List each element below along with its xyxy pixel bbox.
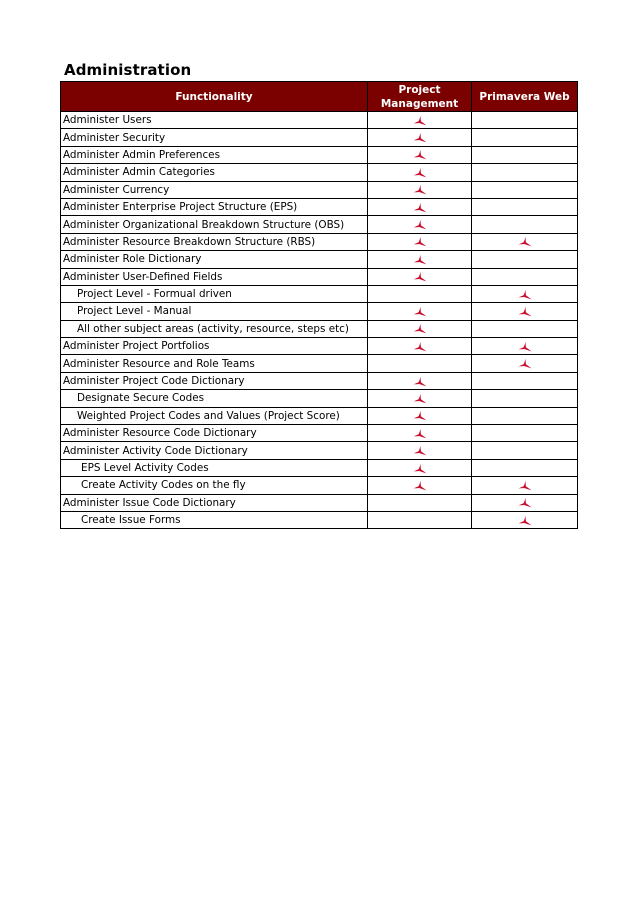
functionality-cell: Administer Issue Code Dictionary [61,494,368,511]
checkmark-icon [412,149,428,160]
table-row [61,112,578,129]
functionality-cell: Administer Admin Preferences [61,146,368,163]
project-management-cell [368,164,472,181]
functionality-cell: Administer Project Code Dictionary [61,372,368,389]
primavera-web-cell [472,303,578,320]
checkmark-icon [517,358,533,369]
table-row [61,251,578,268]
primavera-web-cell [472,181,578,198]
functionality-cell: Weighted Project Codes and Values (Project Score) [61,407,368,424]
table-row [61,268,578,285]
checkmark-icon [412,376,428,387]
checkmark-icon [412,480,428,491]
project-management-cell [368,268,472,285]
checkmark-icon [412,115,428,126]
primavera-web-header: Primavera Web [472,82,578,112]
table-row [61,146,578,163]
primavera-web-cell [472,372,578,389]
project-management-cell [368,459,472,476]
functionality-cell: Project Level - Manual [61,303,368,320]
primavera-web-cell [472,268,578,285]
project-management-cell [368,494,472,511]
checkmark-icon [412,410,428,421]
primavera-web-cell [472,112,578,129]
project-management-cell [368,181,472,198]
functionality-cell: Administer Enterprise Project Structure (EPS) [61,198,368,215]
checkmark-icon [517,341,533,352]
table-row [61,181,578,198]
table-row [61,390,578,407]
project-management-cell [368,477,472,494]
project-management-cell [368,146,472,163]
header-row [61,82,578,112]
project-management-header-line2: Management [380,97,459,110]
project-management-cell [368,442,472,459]
primavera-web-cell [472,355,578,372]
project-management-cell [368,425,472,442]
checkmark-icon [412,219,428,230]
project-management-cell [368,251,472,268]
primavera-web-cell [472,129,578,146]
checkmark-icon [517,289,533,300]
primavera-web-cell [472,511,578,528]
primavera-web-cell [472,146,578,163]
functionality-cell: Administer Users [61,112,368,129]
table-row [61,355,578,372]
primavera-web-cell [472,407,578,424]
functionality-cell: EPS Level Activity Codes [61,459,368,476]
functionality-cell: Administer Security [61,129,368,146]
functionality-cell: Administer Role Dictionary [61,251,368,268]
primavera-web-cell [472,442,578,459]
primavera-web-cell [472,164,578,181]
project-management-cell [368,511,472,528]
checkmark-icon [412,184,428,195]
functionality-cell: Create Activity Codes on the fly [61,477,368,494]
functionality-header: Functionality [61,82,368,112]
table-row [61,303,578,320]
functionality-cell: Administer Resource Breakdown Structure (RBS) [61,233,368,250]
primavera-web-cell [472,233,578,250]
checkmark-icon [412,132,428,143]
project-management-cell [368,407,472,424]
functionality-cell: Administer Currency [61,181,368,198]
checkmark-icon [412,445,428,456]
page-title: Administration [64,61,192,79]
table-row [61,164,578,181]
table-row [61,459,578,476]
primavera-web-cell [472,459,578,476]
table-row [61,372,578,389]
checkmark-icon [412,323,428,334]
table-row [61,442,578,459]
project-management-cell [368,372,472,389]
table-row [61,233,578,250]
primavera-web-cell [472,390,578,407]
checkmark-icon [412,271,428,282]
checkmark-icon [412,236,428,247]
checkmark-icon [412,254,428,265]
functionality-cell: Administer Project Portfolios [61,338,368,355]
primavera-web-cell [472,494,578,511]
table-row [61,477,578,494]
table-row [61,320,578,337]
primavera-web-cell [472,285,578,302]
checkmark-icon [517,480,533,491]
project-management-cell [368,233,472,250]
project-management-header [368,82,472,112]
table-row [61,198,578,215]
checkmark-icon [412,341,428,352]
primavera-web-cell [472,198,578,215]
matrix-body [61,112,578,529]
project-management-cell [368,338,472,355]
table-row [61,338,578,355]
checkmark-icon [412,393,428,404]
table-row [61,425,578,442]
functionality-cell: Administer Resource Code Dictionary [61,425,368,442]
table-row [61,129,578,146]
checkmark-icon [517,497,533,508]
checkmark-icon [517,306,533,317]
project-management-cell [368,198,472,215]
functionality-cell: Administer Organizational Breakdown Structure (OBS) [61,216,368,233]
table-row [61,494,578,511]
feature-matrix-table [60,81,578,529]
checkmark-icon [412,167,428,178]
primavera-web-cell [472,425,578,442]
primavera-web-cell [472,338,578,355]
functionality-cell: Administer Admin Categories [61,164,368,181]
primavera-web-cell [472,477,578,494]
project-management-header-line1: Project [398,83,441,96]
functionality-cell: Administer User-Defined Fields [61,268,368,285]
project-management-cell [368,285,472,302]
functionality-cell: Administer Activity Code Dictionary [61,442,368,459]
functionality-cell: Project Level - Formual driven [61,285,368,302]
project-management-cell [368,216,472,233]
table-row [61,285,578,302]
checkmark-icon [412,428,428,439]
primavera-web-cell [472,251,578,268]
project-management-cell [368,303,472,320]
functionality-cell: Administer Resource and Role Teams [61,355,368,372]
primavera-web-cell [472,216,578,233]
table-row [61,216,578,233]
checkmark-icon [412,306,428,317]
project-management-cell [368,390,472,407]
functionality-cell: All other subject areas (activity, resource, steps etc) [61,320,368,337]
table-row [61,407,578,424]
project-management-cell [368,320,472,337]
checkmark-icon [412,202,428,213]
checkmark-icon [517,236,533,247]
functionality-cell: Create Issue Forms [61,511,368,528]
primavera-web-cell [472,320,578,337]
functionality-cell: Designate Secure Codes [61,390,368,407]
project-management-cell [368,112,472,129]
project-management-cell [368,129,472,146]
project-management-cell [368,355,472,372]
checkmark-icon [517,515,533,526]
table-row [61,511,578,528]
checkmark-icon [412,463,428,474]
